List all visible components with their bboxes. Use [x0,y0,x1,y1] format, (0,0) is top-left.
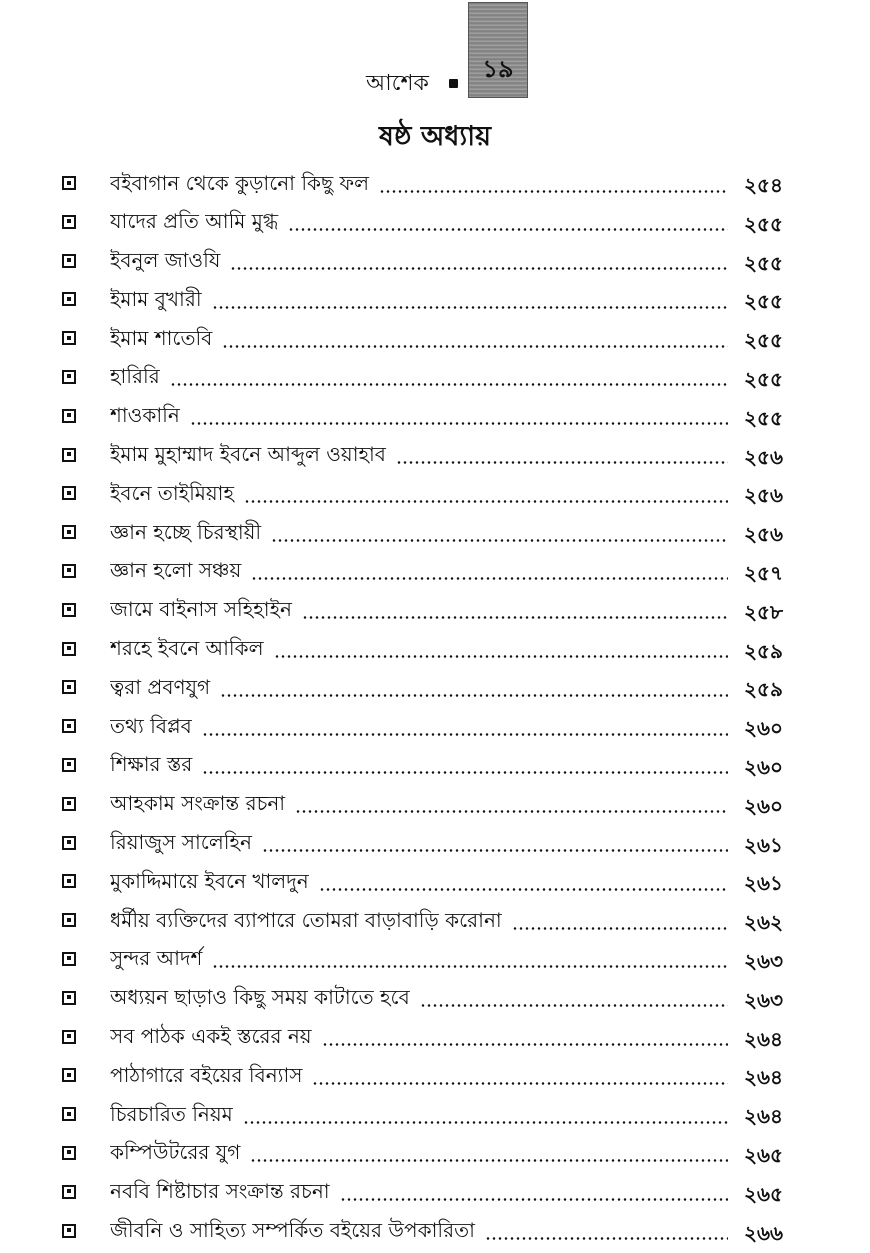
entry-line [110,1214,728,1252]
toc-entry [0,321,870,360]
square-bullet-icon [62,215,76,229]
entry-line [110,554,728,592]
toc-entry [0,476,870,515]
square-bullet-icon [62,603,76,617]
entry-line [110,942,728,980]
chapter-title: ষষ্ঠ অধ্যায় [379,121,491,152]
square-bullet-icon [62,952,76,966]
toc-entry [0,438,870,477]
entry-page-number: ২৫৪ [744,173,783,197]
entry-title: যাদের প্রতি আমি মুগ্ধ [110,209,279,234]
dot-leader [170,383,728,386]
entry-page-number: ২৫৫ [744,211,783,236]
entry-title: পাঠাগারে বইয়ের বিন্যাস [110,1062,303,1087]
entry-line [110,360,728,398]
dot-leader [212,965,728,968]
page-header [0,55,870,100]
entry-title: জ্ঞান হলো সঞ্চয় [110,558,242,583]
dot-leader [379,190,728,193]
square-bullet-icon [62,448,76,462]
entry-page-number: ২৬০ [744,754,784,779]
entry-page-number: ২৫৭ [744,560,783,585]
dot-leader [274,655,728,658]
dot-leader [220,694,728,697]
running-title: আশেক [366,71,429,96]
toc-entry [0,748,870,787]
toc-entry [0,399,870,438]
entry-title: ইমাম শাতেবি [110,325,213,350]
square-bullet-icon [62,486,76,500]
entry-title: মুকাদ্দিমায়ে ইবনে খালদুন [110,868,309,893]
entry-line [110,476,728,514]
square-bullet-icon [62,1030,76,1044]
dot-leader [243,1121,728,1124]
entry-line [110,632,728,670]
entry-title: আহকাম সংক্রান্ত রচনা [110,791,286,816]
entry-line [110,787,728,825]
dot-leader [396,461,728,464]
square-bullet-icon [62,758,76,772]
square-bullet-icon [62,292,76,306]
entry-line [110,399,728,437]
entry-page-number: ২৫৬ [744,483,783,508]
entry-title: শাওকানি [110,403,180,428]
square-bullet-icon [62,874,76,888]
dot-leader [250,1159,728,1162]
square-bullet-icon [62,836,76,850]
entry-title: জ্ঞান হচ্ছে চিরস্থায়ী [110,519,262,544]
entry-title: জীবনি ও সাহিত্য সম্পর্কিত বইয়ের উপকারিতা [110,1218,475,1243]
dot-leader [302,616,728,619]
entry-page-number: ২৬০ [744,716,784,741]
entry-title: ধর্মীয় ব্যক্তিদের ব্যাপারে তোমরা বাড়াবাড়ি করোনা [110,907,502,932]
dot-leader [512,927,728,930]
entry-page-number: ২৬৩ [744,948,784,973]
entry-title: কম্পিউটরের যুগ [110,1140,241,1165]
square-bullet-icon [62,409,76,423]
page-number: ১৯ [482,55,514,83]
entry-page-number: ২৬১ [744,832,783,857]
dot-leader [230,267,728,270]
entry-title: জামে বাইনাস সহিহাইন [110,597,292,622]
toc-entry [0,632,870,671]
toc-entry [0,282,870,321]
entry-line [110,166,728,204]
entry-line [110,670,728,708]
entry-title: ত্বরা প্রবণযুগ [110,674,211,699]
square-bullet-icon [62,719,76,733]
entry-page-number: ২৬০ [744,793,784,818]
square-bullet-icon [62,797,76,811]
entry-title: শরহে ইবনে আকিল [110,636,264,661]
square-bullet-icon [62,1107,76,1121]
entry-page-number: ২৫৯ [744,677,783,702]
dot-leader [244,500,728,503]
entry-line [110,1097,728,1135]
toc-entry [0,826,870,865]
entry-title: ইবনুল জাওযি [110,248,221,273]
entry-page-number: ২৫৫ [744,289,783,314]
entry-line [110,321,728,359]
entry-page-number: ২৬৬ [744,1220,784,1245]
square-bullet-icon [62,370,76,384]
square-bullet-icon [62,913,76,927]
entry-line [110,205,728,243]
entry-page-number: ২৫৮ [744,599,783,624]
square-bullet-icon [62,1068,76,1082]
entry-title: সুন্দর আদর্শ [110,946,203,971]
page-number-tab [468,2,528,98]
dot-leader [319,888,728,891]
toc-entry [0,787,870,826]
entry-page-number: ২৫৫ [744,328,783,353]
entry-title: হারিরি [110,364,160,389]
dot-leader [262,849,728,852]
toc-entry [0,864,870,903]
entry-title: ইমাম বুখারী [110,286,202,311]
entry-page-number: ২৫৬ [744,444,783,469]
square-bullet-icon [62,680,76,694]
toc-entry [0,981,870,1020]
toc-entry [0,709,870,748]
entry-page-number: ২৫৯ [744,638,783,663]
entry-title: সব পাঠক একই স্তরের নয় [110,1024,312,1049]
toc-entry [0,1175,870,1214]
header-bullet-icon [449,79,458,88]
toc-entry [0,166,870,205]
toc-entry [0,554,870,593]
toc-entry [0,360,870,399]
dot-leader [322,1043,728,1046]
entry-line [110,515,728,553]
entry-title: চিরচারিত নিয়ম [110,1101,233,1126]
entry-line [110,1136,728,1174]
entry-line [110,1175,728,1213]
toc-entry [0,1058,870,1097]
entry-page-number: ২৫৫ [744,366,783,391]
entry-line [110,244,728,282]
entry-page-number: ২৬৪ [744,1026,783,1051]
square-bullet-icon [62,642,76,656]
square-bullet-icon [62,254,76,268]
dot-leader [288,228,728,231]
entry-title: রিয়াজুস সালেহিন [110,830,252,855]
entry-page-number: ২৬৫ [744,1142,783,1167]
square-bullet-icon [62,525,76,539]
dot-leader [295,810,728,813]
entry-page-number: ২৬৩ [744,987,784,1012]
entry-line [110,864,728,902]
entry-line [110,1058,728,1096]
entry-title: বইবাগান থেকে কুড়ানো কিছু ফল [110,170,370,195]
square-bullet-icon [62,1146,76,1160]
toc-entry [0,1136,870,1175]
entry-line [110,709,728,747]
entry-page-number: ২৬৪ [744,1065,783,1090]
toc-entry [0,1214,870,1253]
toc-entry [0,670,870,709]
dot-leader [251,577,728,580]
entry-line [110,748,728,786]
square-bullet-icon [62,331,76,345]
toc-entry [0,205,870,244]
toc-entry [0,942,870,981]
toc-entry [0,903,870,942]
entry-page-number: ২৬৫ [744,1181,783,1206]
entry-title: ইমাম মুহাম্মাদ ইবনে আব্দুল ওয়াহাব [110,442,386,467]
dot-leader [312,1082,728,1085]
dot-leader [340,1198,728,1201]
entry-line [110,593,728,631]
entry-title: অধ্যয়ন ছাড়াও কিছু সময় কাটাতে হবে [110,985,410,1010]
entry-title: তথ্য বিপ্লব [110,713,192,738]
entry-page-number: ২৫৫ [744,405,783,430]
dot-leader [271,539,728,542]
dot-leader [190,422,728,425]
entry-page-number: ২৬১ [744,871,783,896]
entry-page-number: ২৫৫ [744,250,783,275]
entry-line [110,282,728,320]
dot-leader [485,1237,728,1240]
entry-line [110,981,728,1019]
square-bullet-icon [62,991,76,1005]
dot-leader [420,1004,728,1007]
toc-entry [0,515,870,554]
dot-leader [202,733,728,736]
entry-line [110,826,728,864]
square-bullet-icon [62,176,76,190]
toc-entry [0,1020,870,1059]
toc-entry [0,593,870,632]
entry-line [110,438,728,476]
square-bullet-icon [62,564,76,578]
dot-leader [212,306,728,309]
toc-entry [0,244,870,283]
square-bullet-icon [62,1185,76,1199]
toc-entry [0,1097,870,1136]
entry-line [110,903,728,941]
entry-title: নববি শিষ্টাচার সংক্রান্ত রচনা [110,1179,330,1204]
entry-title: শিক্ষার স্তর [110,752,193,777]
entry-page-number: ২৬৪ [744,1104,783,1129]
entry-line [110,1020,728,1058]
table-of-contents [0,166,870,1252]
dot-leader [222,345,728,348]
square-bullet-icon [62,1224,76,1238]
entry-page-number: ২৫৬ [744,522,783,547]
entry-page-number: ২৬২ [744,910,784,935]
entry-title: ইবনে তাইমিয়াহ [110,480,234,505]
dot-leader [202,771,728,774]
